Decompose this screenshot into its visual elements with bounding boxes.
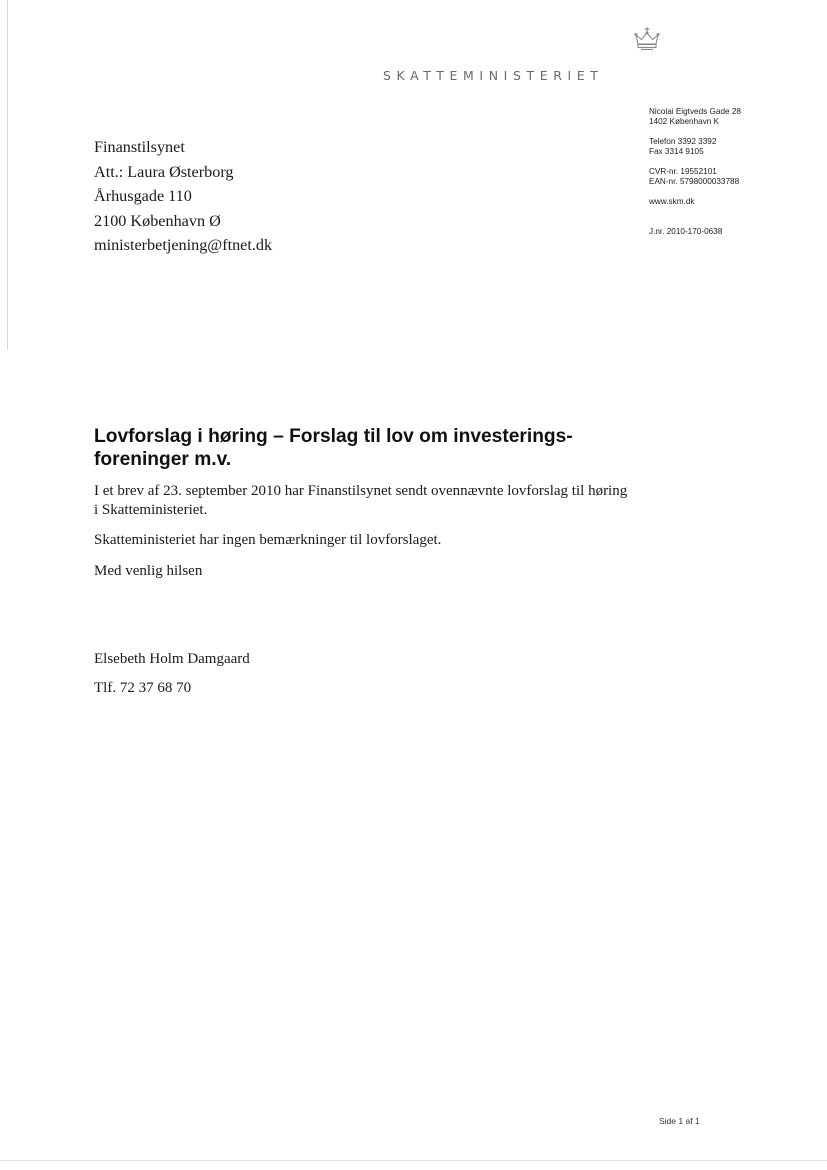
sender-address-city: 1402 København K	[649, 117, 720, 126]
letter-body	[94, 482, 634, 592]
page-bottom-line	[0, 1160, 827, 1161]
recipient-street: Århusgade 110	[94, 187, 192, 206]
sender-website: www.skm.dk	[649, 197, 695, 206]
recipient-attention: Att.: Laura Østerborg	[94, 162, 234, 181]
sender-cvr: CVR-nr. 19552101	[649, 167, 717, 176]
body-paragraph: I et brev af 23. september 2010 har Finanstilsynet sendt ovennævnte lovforslag til høring i Skatteministeriet.	[94, 483, 628, 518]
crown-icon	[632, 26, 662, 52]
letterhead-ministry-name: SKATTEMINISTERIET	[383, 68, 604, 83]
signature-block	[94, 650, 250, 707]
signatory-phone: Tlf. 72 37 68 70	[94, 679, 192, 696]
sender-fax: Fax 3314 9105	[649, 147, 704, 156]
signatory-name: Elsebeth Holm Damgaard	[94, 651, 250, 667]
recipient-city: 2100 København Ø	[94, 211, 221, 230]
recipient-email: ministerbetjening@ftnet.dk	[94, 236, 273, 255]
journal-number: J.nr. 2010-170-0638	[649, 227, 723, 236]
closing-greeting: Med venlig hilsen	[94, 562, 203, 579]
recipient-address	[94, 135, 272, 258]
sender-info	[649, 107, 741, 247]
sender-ean: EAN-nr. 5798000033788	[649, 177, 740, 186]
recipient-organization: Finanstilsynet	[94, 138, 185, 156]
sender-address-street: Nicolai Eigtveds Gade 28	[649, 107, 741, 116]
body-paragraph: Skatteministeriet har ingen bemærkninger til lovforslaget.	[94, 532, 442, 548]
letter-heading: Lovforslag i høring – Forslag til lov om investerings-foreninger m.v.	[94, 426, 573, 470]
sender-phone: Telefon 3392 3392	[649, 137, 717, 146]
page-edge-line	[7, 0, 8, 350]
page-number: Side 1 af 1	[659, 1116, 700, 1126]
